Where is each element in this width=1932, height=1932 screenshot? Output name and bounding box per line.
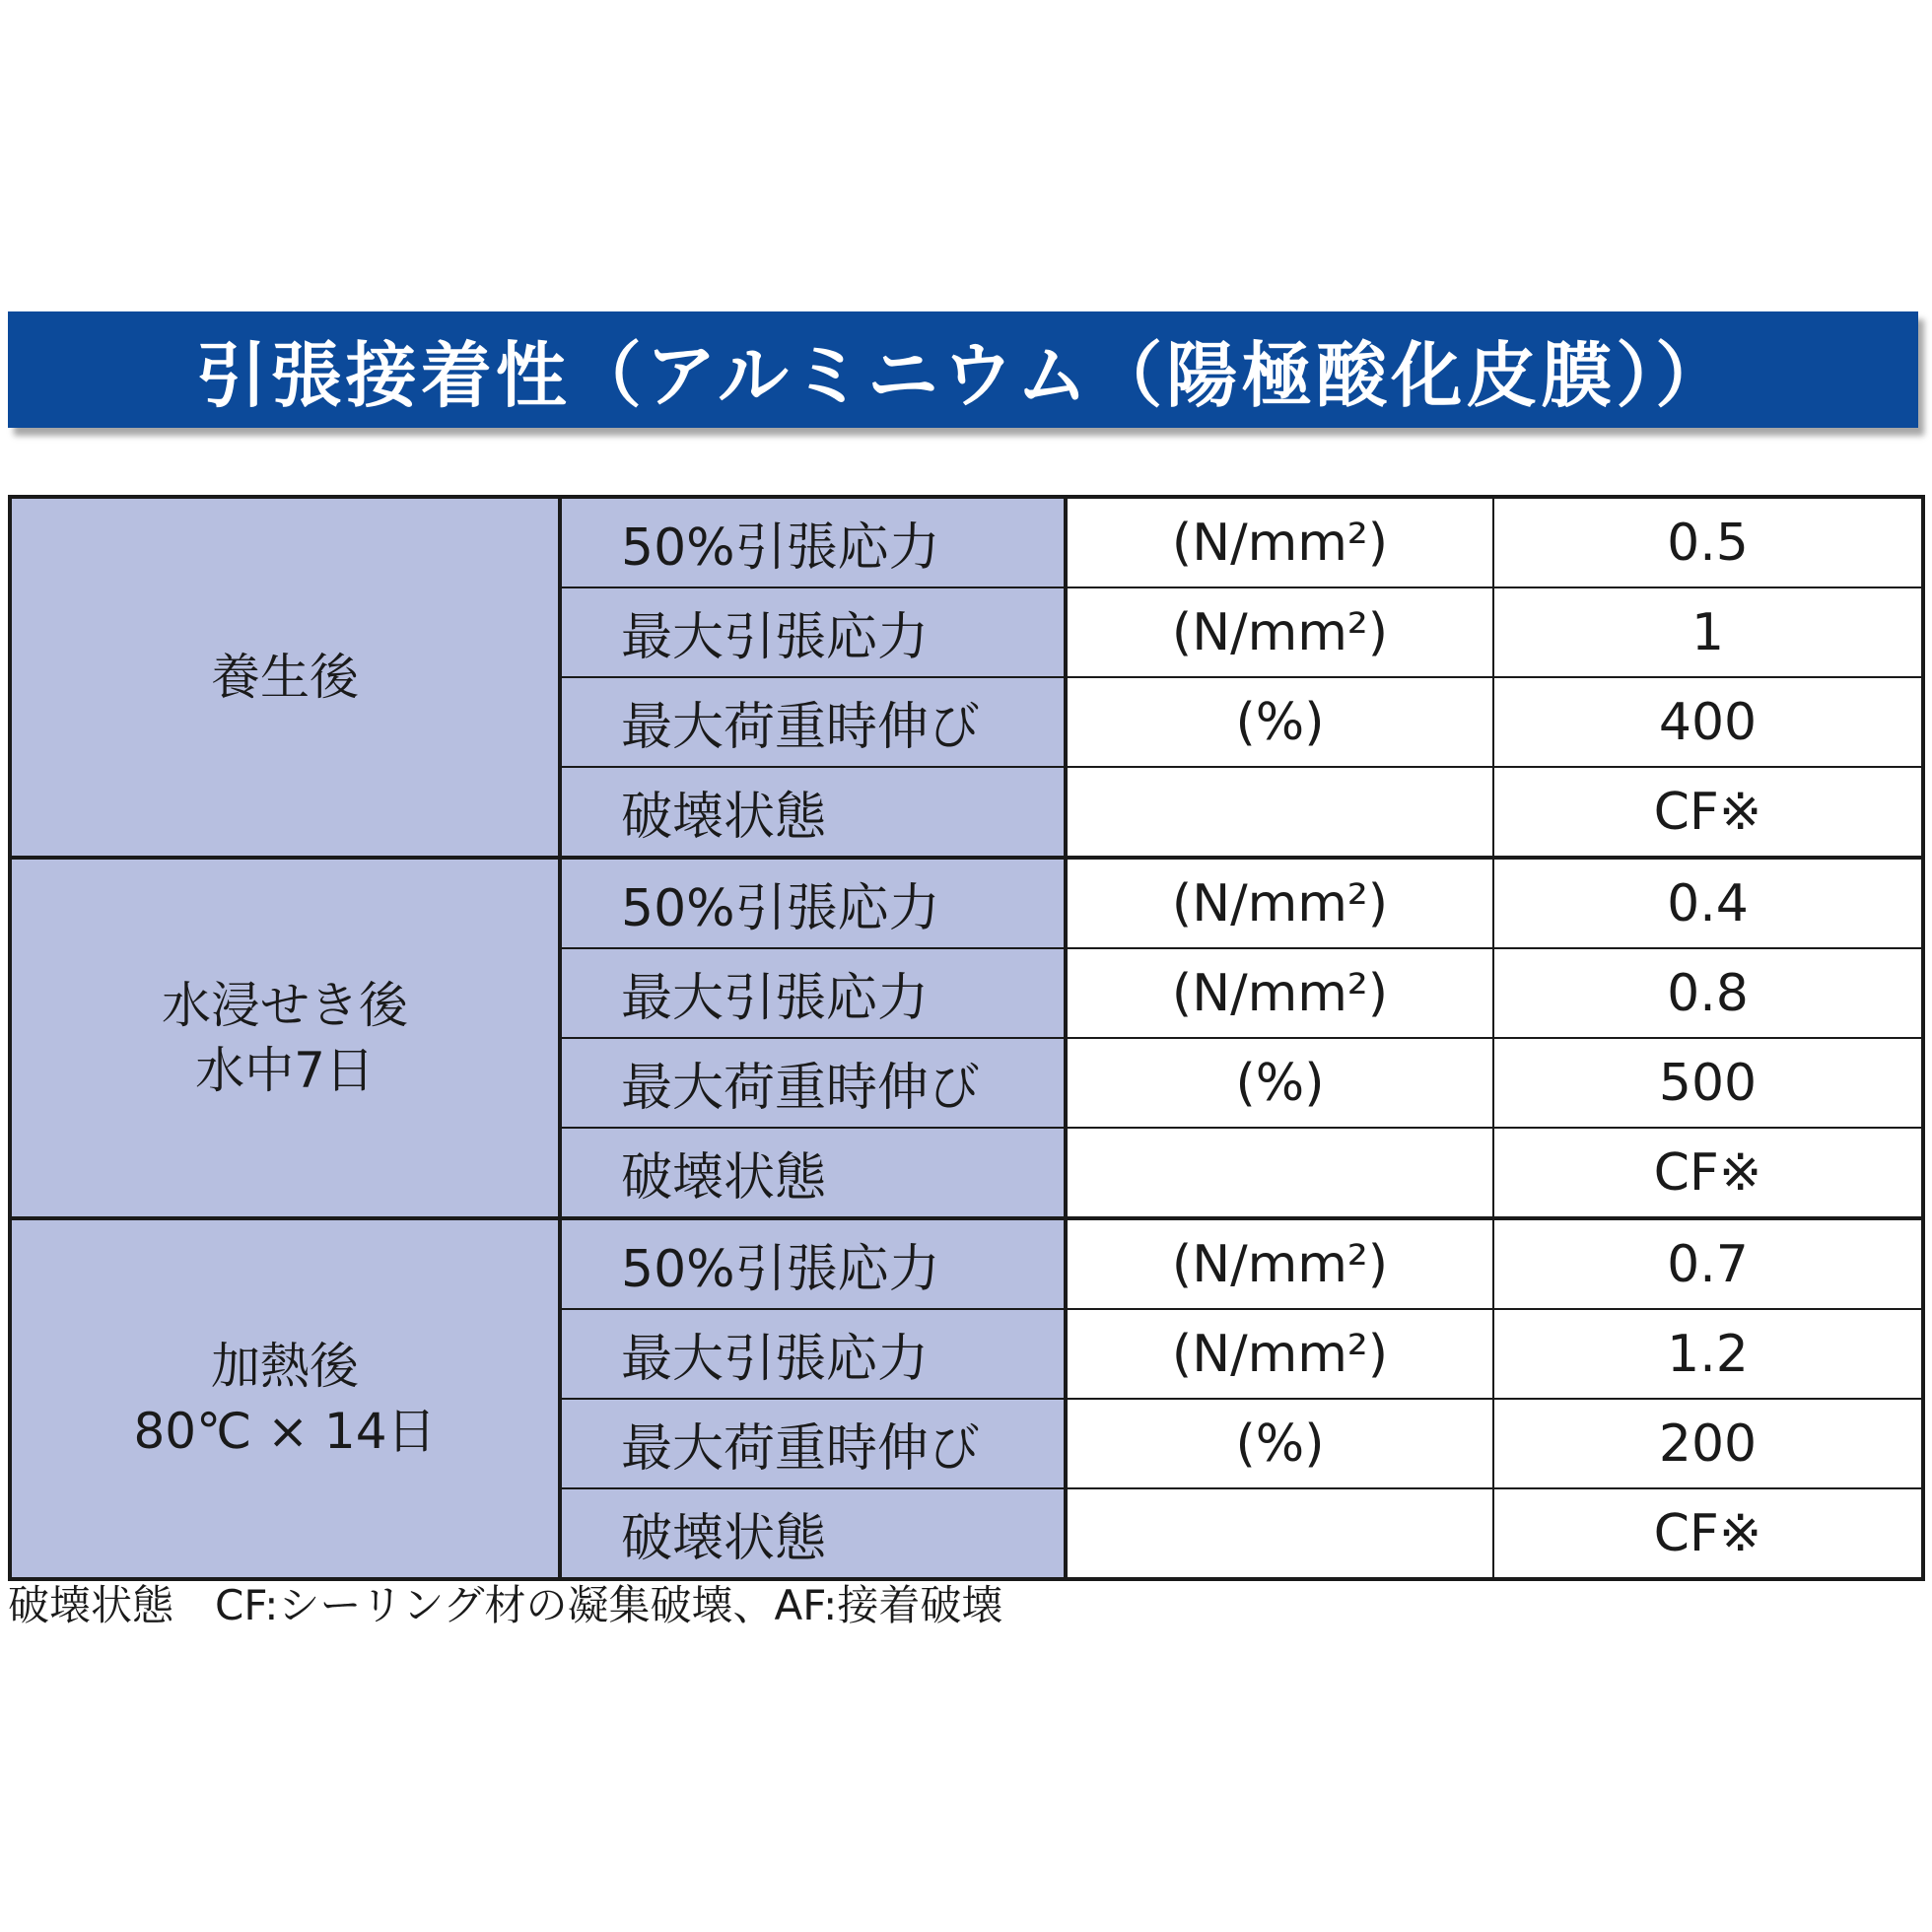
property-cell: 最大荷重時伸び xyxy=(560,1399,1066,1488)
unit-cell: (N/mm²) xyxy=(1066,858,1493,948)
condition-cell xyxy=(10,858,560,1218)
condition-label: 養生後 xyxy=(211,649,359,706)
property-cell: 最大引張応力 xyxy=(560,587,1066,677)
unit-cell: (N/mm²) xyxy=(1066,497,1493,587)
property-cell: 破壊状態 xyxy=(560,1128,1066,1218)
unit-cell xyxy=(1066,767,1493,858)
unit-cell: (%) xyxy=(1066,677,1493,767)
condition-cell xyxy=(10,497,560,858)
value-cell: CF※ xyxy=(1493,1488,1923,1579)
condition-label: 加熱後 xyxy=(211,1338,359,1395)
value-cell: 400 xyxy=(1493,677,1923,767)
property-cell: 最大荷重時伸び xyxy=(560,1038,1066,1128)
unit-cell: (N/mm²) xyxy=(1066,1218,1493,1309)
value-cell: CF※ xyxy=(1493,1128,1923,1218)
value-cell: CF※ xyxy=(1493,767,1923,858)
condition-sublabel: 水中7日 xyxy=(195,1042,375,1099)
property-cell: 50%引張応力 xyxy=(560,497,1066,587)
unit-cell: (N/mm²) xyxy=(1066,587,1493,677)
property-cell: 最大引張応力 xyxy=(560,1309,1066,1399)
unit-cell: (%) xyxy=(1066,1038,1493,1128)
unit-cell: (N/mm²) xyxy=(1066,1309,1493,1399)
value-cell: 0.5 xyxy=(1493,497,1923,587)
property-cell: 破壊状態 xyxy=(560,767,1066,858)
value-cell: 1 xyxy=(1493,587,1923,677)
footnote: 破壊状態 CF:シーリング材の凝集破壊、AF:接着破壊 xyxy=(8,1581,1003,1629)
property-cell: 最大荷重時伸び xyxy=(560,677,1066,767)
unit-cell xyxy=(1066,1488,1493,1579)
table-row xyxy=(10,497,1923,587)
property-cell: 50%引張応力 xyxy=(560,1218,1066,1309)
table-row xyxy=(10,858,1923,948)
page-title: 引張接着性（アルミニウム（陽極酸化皮膜）） xyxy=(195,334,1731,417)
title-banner xyxy=(8,311,1918,428)
unit-cell: (N/mm²) xyxy=(1066,948,1493,1038)
value-cell: 0.8 xyxy=(1493,948,1923,1038)
value-cell: 1.2 xyxy=(1493,1309,1923,1399)
unit-cell xyxy=(1066,1128,1493,1218)
condition-cell xyxy=(10,1218,560,1579)
condition-label: 水浸せき後 xyxy=(162,977,408,1034)
value-cell: 200 xyxy=(1493,1399,1923,1488)
adhesion-table xyxy=(8,495,1925,1581)
property-cell: 50%引張応力 xyxy=(560,858,1066,948)
value-cell: 0.7 xyxy=(1493,1218,1923,1309)
condition-sublabel: 80℃ × 14日 xyxy=(133,1403,437,1460)
property-cell: 破壊状態 xyxy=(560,1488,1066,1579)
table-row xyxy=(10,1218,1923,1309)
value-cell: 500 xyxy=(1493,1038,1923,1128)
unit-cell: (%) xyxy=(1066,1399,1493,1488)
value-cell: 0.4 xyxy=(1493,858,1923,948)
property-cell: 最大引張応力 xyxy=(560,948,1066,1038)
